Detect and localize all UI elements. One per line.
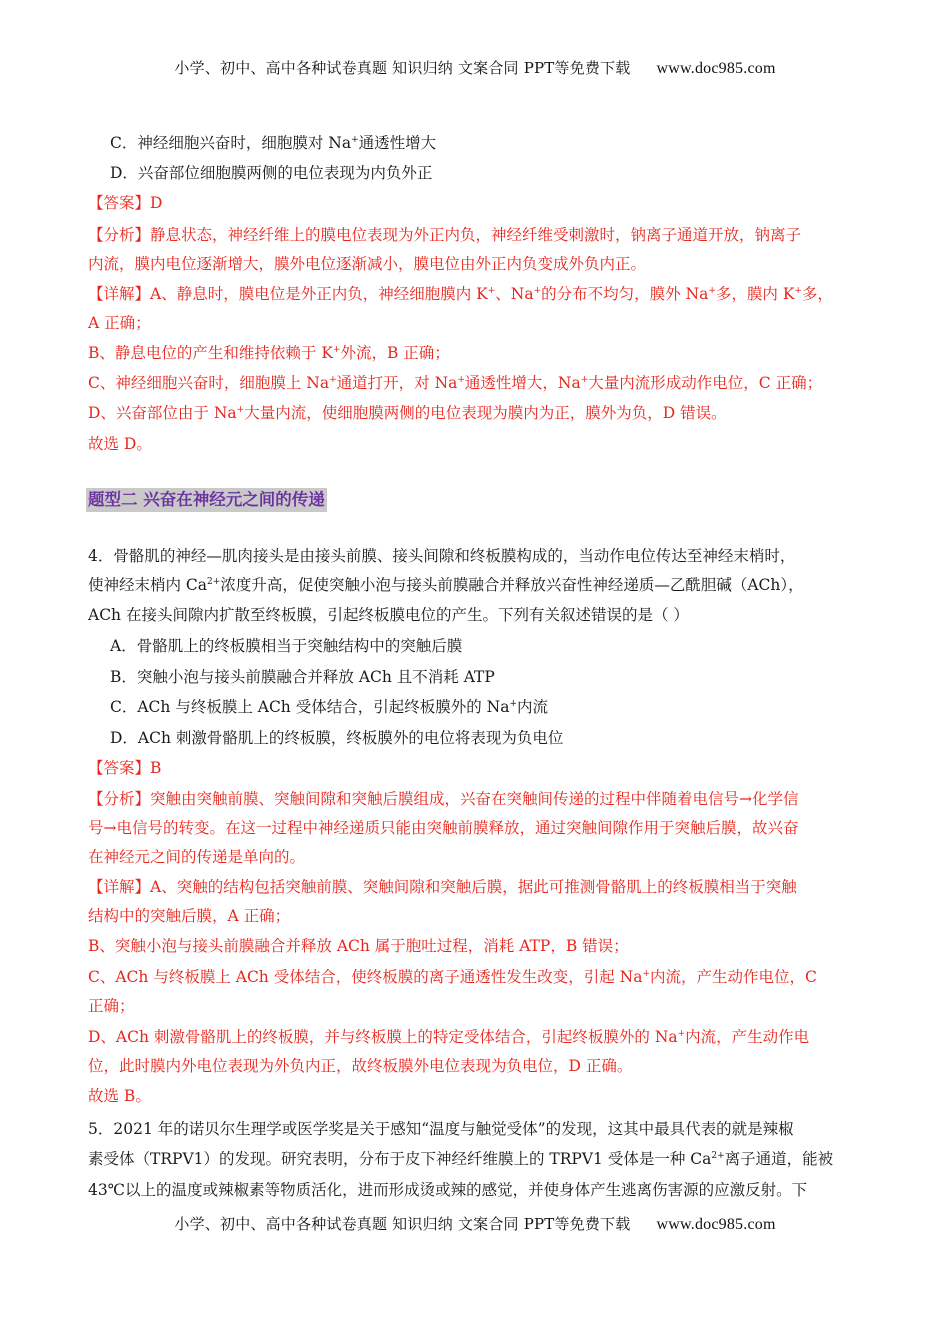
q4-conclusion: 故选 B。	[88, 1087, 151, 1105]
q3-detail-line4: C、神经细胞兴奋时，细胞膜上 Na+通道打开，对 Na+通透性增大，Na+大量内流形成动作电位，C 正确；	[88, 374, 823, 392]
q4-stem-line1: 4．骨骼肌的神经—肌肉接头是由接头前膜、接头间隙和终板膜构成的，当动作电位传达至神经末梢时，	[88, 547, 796, 565]
q4-stem-line2: 使神经末梢内 $Ca^{2+}$浓度升高，促使突触小泡与接头前膜融合并释放兴奋性神经递质—乙酰胆碱（ACh），	[88, 576, 804, 594]
q4-detail-line7: 位，此时膜内外电位表现为外负内正，故终板膜外电位表现为负电位，D 正确。	[88, 1057, 633, 1075]
header-url[interactable]: www.doc985.com	[656, 60, 776, 77]
q4-option-d: D．ACh 刺激骨骼肌上的终板膜，终板膜外的电位将表现为负电位	[110, 729, 564, 747]
q3-detail-line2: A 正确；	[88, 314, 151, 332]
q3-option-d: D．兴奋部位细胞膜两侧的电位表现为内负外正	[110, 164, 433, 182]
q4-stem-line3: ACh 在接头间隙内扩散至终板膜，引起终板膜电位的产生。下列有关叙述错误的是（ ）	[88, 606, 689, 624]
q5-stem-line2: 素受体（TRPV1）的发现。研究表明，分布于皮下神经纤维膜上的 TRPV1 受体是一种 $Ca^{2+}$离子通道，能被	[88, 1150, 834, 1168]
q3-detail-line5: D、兴奋部位由于 Na+大量内流，使细胞膜两侧的电位表现为膜内为正，膜外为负，D 错误。	[88, 404, 727, 422]
q3-detail-line3: B、静息电位的产生和维持依赖于 K+外流，B 正确；	[88, 344, 450, 362]
q4-detail-line2: 结构中的突触后膜，A 正确；	[88, 907, 291, 925]
q4-analysis-line3: 在神经元之间的传递是单向的。	[88, 848, 306, 866]
q4-option-a: A．骨骼肌上的终板膜相当于突触结构中的突触后膜	[110, 637, 463, 655]
q4-analysis-line2: 号→电信号的转变。在这一过程中神经递质只能由突触前膜释放，通过突触间隙作用于突触后膜，故兴奋	[88, 819, 799, 837]
section-title: 题型二 兴奋在神经元之间的传递	[86, 488, 327, 512]
footer-text: 小学、初中、高中各种试卷真题 知识归纳 文案合同 PPT等免费下载	[174, 1215, 631, 1233]
q3-detail-line1: 【详解】A、静息时，膜电位是外正内负，神经细胞膜内 K+、Na+的分布不均匀，膜外 Na+多，膜内 K+多，	[88, 285, 833, 303]
q4-detail-line3: B、突触小泡与接头前膜融合并释放 ACh 属于胞吐过程，消耗 ATP，B 错误；	[88, 937, 629, 955]
q3-conclusion: 故选 D。	[88, 435, 152, 453]
q4-detail-line1: 【详解】A、突触的结构包括突触前膜、突触间隙和突触后膜，据此可推测骨骼肌上的终板膜相当于突触	[88, 878, 797, 896]
q4-detail-line4: C、ACh 与终板膜上 ACh 受体结合，使终板膜的离子通透性发生改变，引起 Na+内流，产生动作电位，C	[88, 968, 817, 986]
footer-url[interactable]: www.doc985.com	[656, 1216, 776, 1233]
page-footer	[0, 1213, 950, 1234]
q3-option-c: C．神经细胞兴奋时，细胞膜对 Na+通透性增大	[110, 134, 437, 152]
q4-option-c: C．ACh 与终板膜上 ACh 受体结合，引起终板膜外的 Na+内流	[110, 698, 549, 716]
header-text: 小学、初中、高中各种试卷真题 知识归纳 文案合同 PPT等免费下载	[174, 59, 631, 77]
q5-stem-line1: 5．2021 年的诺贝尔生理学或医学奖是关于感知“温度与触觉受体”的发现，这其中最具代表的就是辣椒	[88, 1120, 794, 1138]
q4-detail-line5: 正确；	[88, 997, 135, 1015]
q3-analysis-line2: 内流，膜内电位逐渐增大，膜外电位逐渐减小，膜电位由外正内负变成外负内正。	[88, 255, 647, 273]
q4-answer: 【答案】B	[88, 759, 162, 777]
q4-analysis-line1: 【分析】突触由突触前膜、突触间隙和突触后膜组成，兴奋在突触间传递的过程中伴随着电信号→化学信	[88, 790, 799, 808]
q3-answer: 【答案】D	[88, 194, 163, 212]
page-header	[0, 57, 950, 78]
q4-detail-line6: D、ACh 刺激骨骼肌上的终板膜，并与终板膜上的特定受体结合，引起终板膜外的 Na+内流，产生动作电	[88, 1028, 810, 1046]
q3-analysis-line1: 【分析】静息状态，神经纤维上的膜电位表现为外正内负，神经纤维受刺激时，钠离子通道开放，钠离子	[88, 226, 802, 244]
q4-option-b: B．突触小泡与接头前膜融合并释放 ACh 且不消耗 ATP	[110, 668, 495, 686]
q5-stem-line3: 43℃以上的温度或辣椒素等物质活化，进而形成烫或辣的感觉，并使身体产生逃离伤害源的应激反射。下	[88, 1181, 808, 1199]
